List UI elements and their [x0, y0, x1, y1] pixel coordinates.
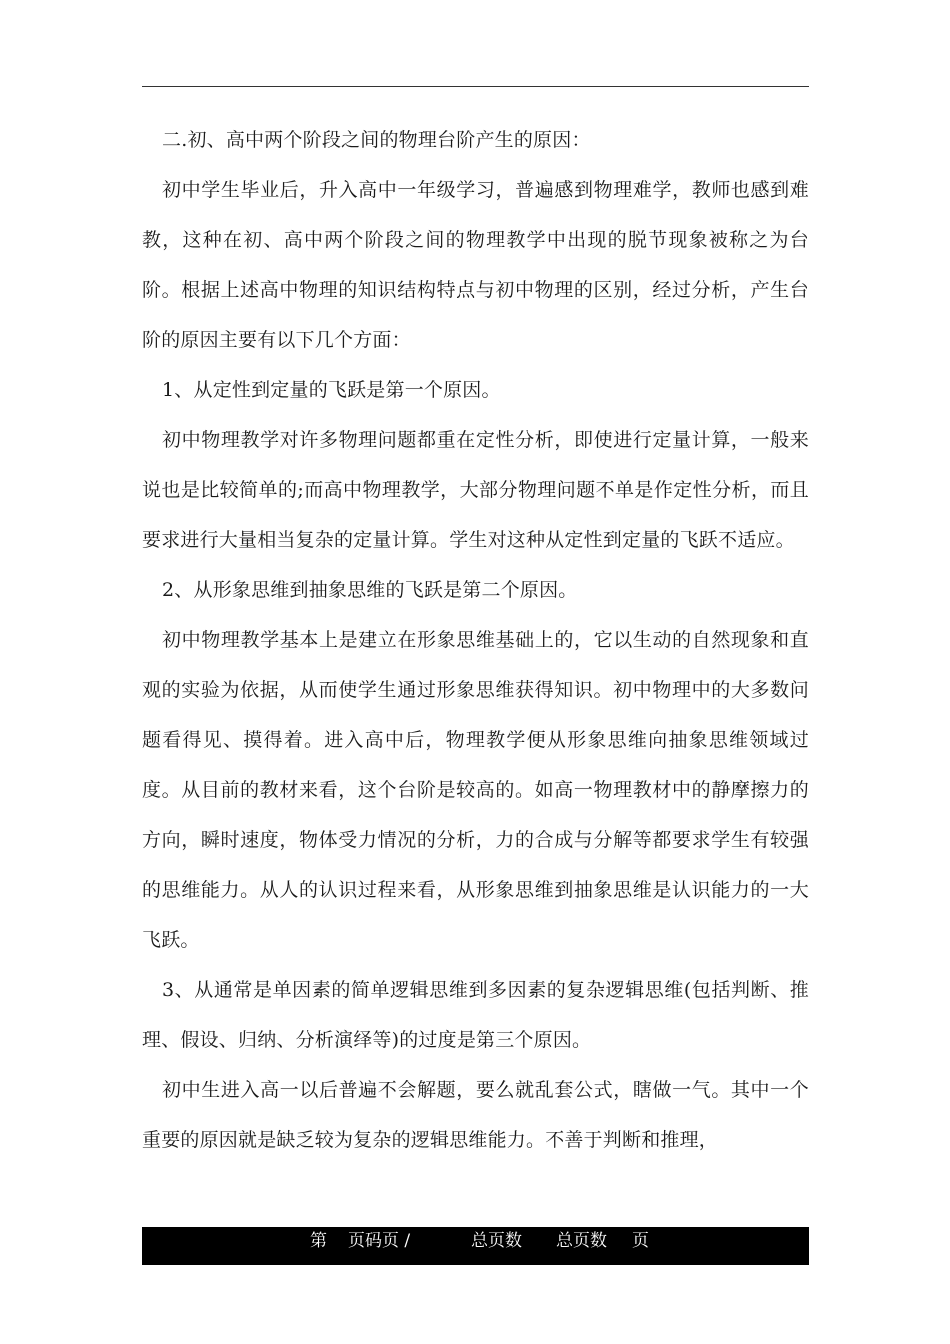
paragraph: 初中物理教学基本上是建立在形象思维基础上的，它以生动的自然现象和直观的实验为依据，从而使学生通过形象思维获得知识。初中物理中的大多数问题看得见、摸得着。进入高中后，物理教学便从形象思维向抽象思维领域过度。从目前的教材来看，这个台阶是较高的。如高一物理教材中的静摩擦力的方向，瞬时速度，物体受力情况的分析，力的合成与分解等都要求学生有较强的思维能力。从人的认识过程来看，从形象思维到抽象思维是认识能力的一大飞跃。 — [142, 629, 809, 951]
footer-total-pages-a: 总页数 — [471, 1231, 522, 1251]
paragraph: 初中生进入高一以后普遍不会解题，要么就乱套公式，瞎做一气。其中一个重要的原因就是缺乏较为复杂的逻辑思维能力。不善于判断和推理， — [142, 1079, 809, 1151]
reason-heading-2: 2、从形象思维到抽象思维的飞跃是第二个原因。 — [162, 579, 578, 601]
section-heading: 二.初、高中两个阶段之间的物理台阶产生的原因： — [162, 129, 591, 151]
paragraph: 初中物理教学对许多物理问题都重在定性分析，即使进行定量计算，一般来说也是比较简单的;而高中物理教学，大部分物理问题不单是作定性分析，而且要求进行大量相当复杂的定量计算。学生对这种从定性到定量的飞跃不适应。 — [142, 429, 809, 551]
footer-page-prefix: 第 — [310, 1231, 327, 1251]
reason-heading-3: 3、从通常是单因素的简单逻辑思维到多因素的复杂逻辑思维(包括判断、推理、假设、归纳、分析演绎等)的过度是第三个原因。 — [142, 979, 809, 1051]
header-rule — [142, 86, 809, 87]
footer-page-number: 页码页 / — [348, 1231, 411, 1251]
paragraph: 初中学生毕业后，升入高中一年级学习，普遍感到物理难学，教师也感到难教，这种在初、高中两个阶段之间的物理教学中出现的脱节现象被称之为台阶。根据上述高中物理的知识结构特点与初中物理的区别，经过分析，产生台阶的原因主要有以下几个方面： — [142, 179, 809, 351]
footer-total-pages-b: 总页数 — [556, 1231, 607, 1251]
page-footer — [142, 1227, 809, 1265]
document-body — [142, 115, 809, 1165]
footer-page-suffix: 页 — [632, 1231, 649, 1251]
reason-heading-1: 1、从定性到定量的飞跃是第一个原因。 — [162, 379, 501, 401]
